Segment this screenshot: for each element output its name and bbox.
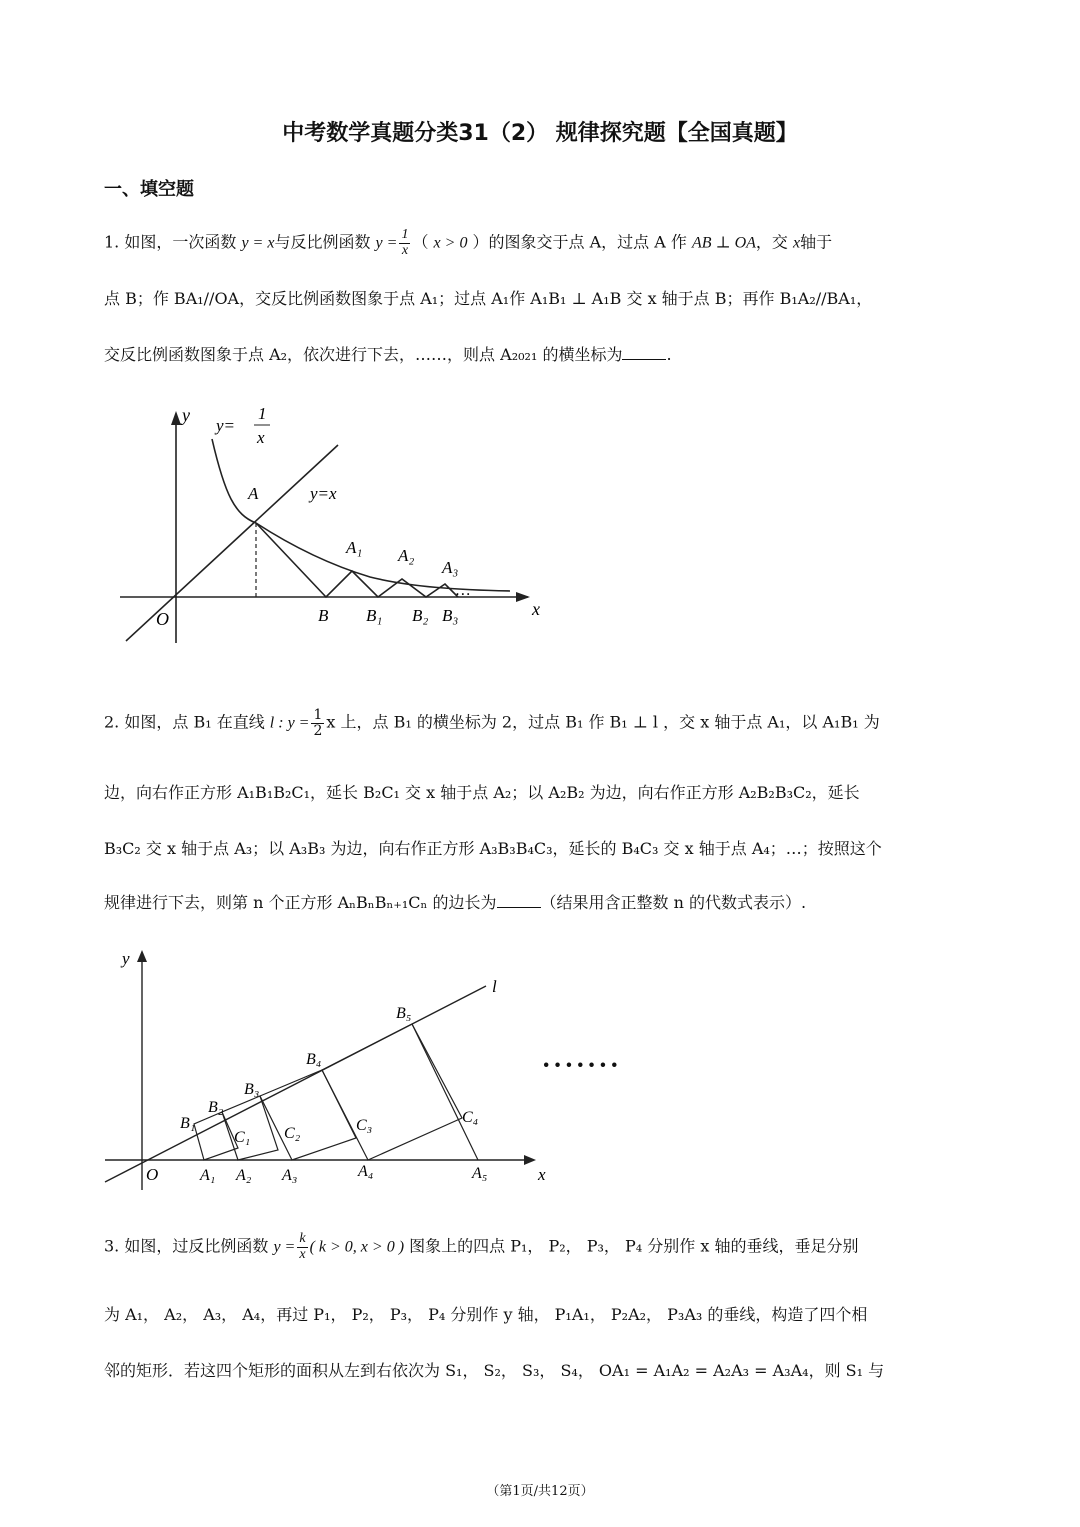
q2-label-A3: A₃ <box>282 1167 298 1184</box>
q2-label-A1: A₁ <box>200 1167 216 1184</box>
section-heading: 一、填空题 <box>104 179 194 200</box>
q2-text: （结果用含正整数 n 的代数式表示）. <box>540 893 807 912</box>
q2-label-y: y <box>122 949 130 968</box>
page-title: 中考数学真题分类31（2） 规律探究题【全国真题】 <box>282 121 798 146</box>
q2-line-l <box>105 986 486 1182</box>
q1-line-2: 点 B；作 BA₁//OA，交反比例函数图象于点 A₁；过点 A₁作 A₁B₁ ⊥ A₁B 交 x 轴于点 B；再作 B₁A₂//BA₁， <box>104 289 873 308</box>
q2-label-B5: B₅ <box>396 1005 412 1022</box>
q1-label-B: B <box>318 606 329 625</box>
q3-line-2: 为 A₁， A₂， A₃， A₄，再过 P₁， P₂， P₃， P₄ 分别作 y 轴， P₁A₁， P₂A₂， P₃A₃ 的垂线，构造了四个相 <box>104 1305 868 1324</box>
q1-text: 轴于 <box>800 232 833 252</box>
q1-label-o: O <box>156 609 169 629</box>
q2-text: 2. 如图，点 B₁ 在直线 <box>104 712 270 732</box>
q1-text: . <box>666 345 672 364</box>
q2-square-1 <box>194 1112 238 1160</box>
q1-label-B2: B₂ <box>412 606 429 625</box>
q2-line-2: 边，向右作正方形 A₁B₁B₂C₁，延长 B₂C₁ 交 x 轴于点 A₂；以 A₂B₂ 为边，向右作正方形 A₂B₂B₃C₂，延长 <box>104 783 860 802</box>
q1-label-A: A <box>248 484 259 503</box>
q2-line-eq: l : y = <box>269 714 310 732</box>
q2-fraction <box>311 708 324 738</box>
q1-line-3 <box>104 342 672 365</box>
q1-label-line: y=x <box>310 484 337 503</box>
q2-label-B1: B₁ <box>180 1115 196 1132</box>
q1-label-curve-den: x <box>257 428 265 447</box>
q1-label-B1: B₁ <box>366 606 383 625</box>
q2-square-3 <box>260 1070 356 1160</box>
q1-label-x: x <box>532 599 540 619</box>
q1-label-curve: y= <box>216 416 236 435</box>
q1-label-A1: A₁ <box>346 538 363 557</box>
q2-answer-blank[interactable] <box>497 906 541 908</box>
q1-hyperbola <box>212 439 510 591</box>
q3-text: 图象上的四点 P₁， P₂， P₃， P₄ 分别作 x 轴的垂线，垂足分别 <box>404 1236 859 1256</box>
q3-line-1 <box>104 1232 858 1262</box>
q3-fraction-num: k <box>299 1231 306 1246</box>
q1-text: （ <box>412 232 434 252</box>
q1-condition: x > 0 <box>433 234 468 252</box>
q2-label-C4: C₄ <box>462 1109 479 1126</box>
q2-label-B3: B₃ <box>244 1081 260 1098</box>
q1-fraction-num: 1 <box>401 227 409 242</box>
q1-x: x <box>793 234 801 252</box>
q2-fraction-den: 2 <box>313 722 323 739</box>
q1-label-y: y <box>182 405 190 425</box>
q2-square-4 <box>322 1024 462 1160</box>
q2-continuation-dots: ······· <box>542 1050 622 1079</box>
q1-text: 交反比例函数图象于点 A₂，依次进行下去，……，则点 A₂₀₂₁ 的横坐标为 <box>104 345 623 364</box>
q2-y-arrow <box>137 950 147 962</box>
q3-fraction-den: x <box>299 1246 306 1262</box>
q2-label-C3: C₃ <box>356 1117 373 1134</box>
q2-text: x 上，点 B₁ 的横坐标为 2，过点 B₁ 作 B₁ ⊥ l ，交 x 轴于点 A₁，以 A₁B₁ 为 <box>326 712 880 732</box>
q2-square-5 <box>412 1024 478 1160</box>
q2-label-o: O <box>146 1165 159 1184</box>
q2-label-A4: A₄ <box>358 1163 374 1180</box>
q2-line-4 <box>104 890 806 913</box>
q1-y-arrow <box>171 411 181 425</box>
q3-fraction <box>297 1232 307 1262</box>
q2-label-B4: B₄ <box>306 1051 322 1068</box>
q2-line-1 <box>104 708 880 738</box>
q1-text: 与反比例函数 <box>274 232 376 252</box>
q3-eq-lhs: y = <box>273 1238 296 1256</box>
q2-label-x: x <box>538 1165 546 1184</box>
q2-fraction-num: 1 <box>313 707 323 723</box>
q3-condition: ( k > 0, x > 0 ) <box>309 1238 405 1256</box>
q1-figure <box>110 395 550 650</box>
q1-text: ）的图象交于点 A，过点 A 作 <box>467 232 692 252</box>
q1-eq-lhs: y = <box>375 234 398 252</box>
page-footer: （第1页/共12页） <box>486 1484 594 1499</box>
q2-label-A5: A₅ <box>472 1165 488 1182</box>
q1-text: 1. 如图，一次函数 <box>104 232 242 252</box>
q2-text: 规律进行下去，则第 n 个正方形 AₙBₙBₙ₊₁Cₙ 的边长为 <box>104 893 497 912</box>
q1-text: ，交 <box>755 232 794 252</box>
q3-text: 3. 如图，过反比例函数 <box>104 1236 274 1256</box>
q1-eq-linear: y = x <box>241 234 275 252</box>
q2-label-C1: C₁ <box>234 1129 251 1146</box>
q1-line-1 <box>104 228 832 258</box>
q2-label-B2: B₂ <box>208 1099 224 1116</box>
q1-label-B3: B₃ <box>442 606 459 625</box>
q1-fraction <box>399 228 410 258</box>
q2-label-l: l <box>492 977 497 996</box>
q2-label-A2: A₂ <box>236 1167 252 1184</box>
q1-label-A3: A₃ <box>442 558 459 577</box>
q1-label-ellipsis: … <box>456 582 471 599</box>
q1-label-A2: A₂ <box>398 546 415 565</box>
q1-fraction-den: x <box>401 242 409 258</box>
q1-label-curve-num: 1 <box>258 404 267 423</box>
q3-line-3: 邻的矩形．若这四个矩形的面积从左到右依次为 S₁， S₂， S₃， S₄， OA₁ = A₁A₂ = A₂A₃ = A₃A₄，则 S₁ 与 <box>104 1361 885 1380</box>
q2-x-arrow <box>524 1155 536 1165</box>
q1-x-arrow <box>516 592 530 602</box>
q1-answer-blank[interactable] <box>622 358 666 360</box>
q1-perp: AB ⊥ OA <box>692 234 756 252</box>
q2-label-C2: C₂ <box>284 1125 301 1142</box>
q2-line-3: B₃C₂ 交 x 轴于点 A₃；以 A₃B₃ 为边，向右作正方形 A₃B₃B₄C₃，延长的 B₄C₃ 交 x 轴于点 A₄；…；按照这个 <box>104 839 882 858</box>
q2-figure <box>100 942 560 1192</box>
